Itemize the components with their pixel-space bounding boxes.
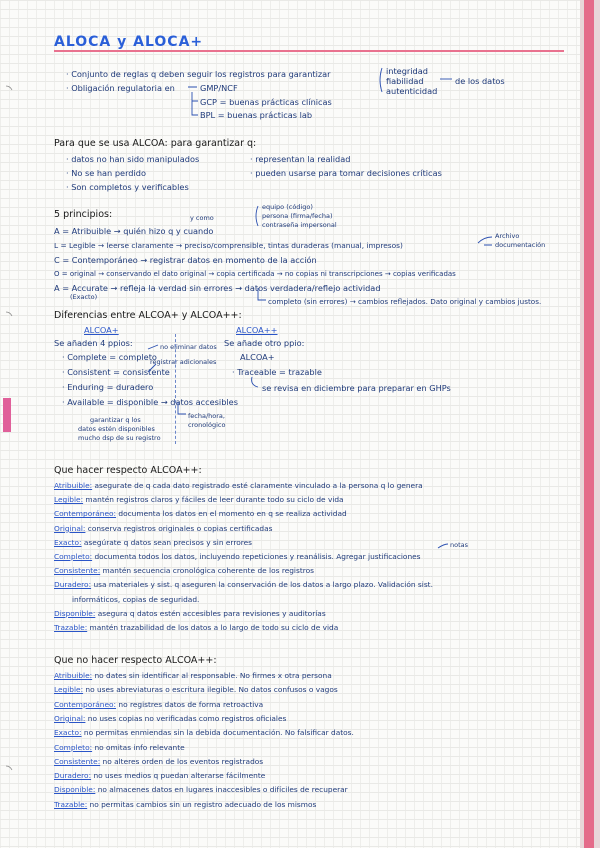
principles-heading: 5 principios: — [54, 209, 113, 220]
do-item-key: Disponible: — [54, 608, 96, 618]
principle-a: A = Atribuible → quién hizo q y cuando — [54, 226, 214, 236]
why-item-2: · representan la realidad — [250, 154, 351, 164]
justificaciones-arrow — [438, 544, 448, 548]
dont-item-value: no uses medios q puedan alterarse fácilmente — [93, 771, 266, 781]
do-item-value: documenta todos los datos, incluyendo repeticiones y reanálisis. Agregar justificaciones — [94, 552, 421, 561]
dont-item-value: no registres datos de forma retroactiva — [118, 699, 264, 709]
principle-completo-note: completo (sin errores) → cambios reflejados. Dato original y cambios justos. — [268, 297, 542, 306]
note-archivo: Archivo — [495, 232, 520, 240]
do-item-key: Consistente: — [54, 566, 101, 576]
alcoa-pp-item-2: · Traceable = trazable — [232, 367, 322, 377]
do-item-value: conserva registros originales o copias certificadas — [87, 523, 273, 533]
bottom-note-2: datos estén disponibles — [78, 425, 155, 433]
alcoa-plus-item-1: · Complete = completo — [62, 352, 157, 362]
alcoa-plus-intro: Se añaden 4 ppios: — [54, 338, 133, 348]
dont-item-key: Trazable: — [54, 799, 88, 809]
bottom-note-1: garantizar q los — [90, 416, 141, 424]
do-note: notas — [450, 541, 469, 549]
intro-gmp: GMP/NCF — [200, 83, 238, 93]
do-item-value: documenta los datos en el momento en q se realiza actividad — [118, 509, 347, 519]
intro-line-1: · Conjunto de reglas q deben seguir los registros para garantizar — [66, 69, 331, 79]
dont-item-value: no uses copias no verificadas como registros oficiales — [87, 713, 287, 723]
dont-item-key: Consistente: — [54, 756, 101, 766]
why-item-4: · pueden usarse para tomar decisiones críticas — [250, 168, 442, 178]
alcoa-pp-note: se revisa en diciembre para preparar en GHPs — [262, 383, 451, 393]
note-registrar: registrar adicionales — [150, 358, 217, 366]
do-item-value: informáticos, copias de seguridad. — [72, 594, 200, 604]
alcoa-pp-item-1: ALCOA+ — [240, 352, 275, 362]
note-documentacion: documentación — [495, 241, 546, 249]
do-item-value: mantén trazabilidad de los datos a lo largo de todo su ciclo de vida — [89, 623, 339, 632]
principle-o: O = original → conservando el dato original → copia certificada → no copias ni transcripciones → copias verificadas — [54, 270, 456, 278]
do-item-key: Atribuible: — [54, 481, 93, 490]
dont-item-value: no dates sin identificar al responsable. No firmes x otra persona — [94, 671, 332, 680]
guarantee-1: integridad — [386, 66, 428, 76]
alcoa-plus-item-4: · Available = disponible → datos accesibles — [62, 397, 238, 407]
do-item-value: usa materiales y sist. q aseguren la conservación de los datos a largo plazo. Validación sist. — [93, 580, 433, 590]
do-item-value: mantén registros claros y fáciles de leer durante todo su ciclo de vida — [85, 495, 344, 505]
alcoa-plus-title: ALCOA+ — [84, 325, 119, 335]
dont-item-key: Atribuible: — [54, 671, 93, 680]
trazable-arrow — [252, 377, 258, 387]
do-item-value: asegurate de q cada dato registrado esté claramente vinculado a la persona q lo genera — [94, 481, 423, 490]
principle-c: C = Contemporáneo → registrar datos en momento de la acción — [54, 255, 317, 265]
why-item-1: · datos no han sido manipulados — [66, 154, 200, 164]
principle-exacto: (Exacto) — [70, 293, 98, 301]
guarantees-tail: de los datos — [455, 76, 505, 86]
gmp-tree — [188, 87, 198, 115]
do-item-key: Contemporáneo: — [54, 509, 117, 519]
binder-mark-1 — [6, 86, 12, 90]
why-item-5: · Son completos y verificables — [66, 182, 189, 192]
alcoa-pp-title: ALCOA++ — [236, 325, 278, 335]
dont-item-key: Original: — [54, 713, 86, 723]
differences-heading: Diferencias entre ALCOA+ y ALCOA++: — [54, 310, 242, 321]
alcoa-pp-intro: Se añade otro ppio: — [224, 338, 305, 348]
fecha-arrow — [178, 402, 186, 414]
do-heading: Que hacer respecto ALCOA++: — [54, 465, 202, 476]
guarantee-2: fiabilidad — [386, 76, 424, 86]
do-item-key: Original: — [54, 523, 86, 533]
do-item-value: asegúrate q datos sean precisos y sin errores — [83, 537, 252, 547]
binder-mark-2 — [6, 312, 12, 316]
legible-arrows — [478, 237, 492, 245]
do-item-value: mantén secuencia cronológica coherente de los registros — [102, 566, 314, 576]
why-heading: Para que se usa ALCOA: para garantizar q: — [54, 138, 257, 149]
bottom-note-3: mucho dsp de su registro — [78, 434, 161, 442]
guarantee-brace — [380, 68, 382, 92]
note-y-como: y como — [190, 214, 214, 222]
principle-a2: A = Accurate → refleja la verdad sin errores → datos verdadera/reflejo actividad — [54, 283, 381, 293]
alcoa-plus-item-3: · Enduring = duradero — [62, 382, 154, 392]
dont-item-value: no uses abreviaturas o escritura ilegible. No datos confusos o vagos — [85, 685, 338, 695]
dont-item-value: no omitas info relevante — [94, 742, 185, 752]
do-item-key: Trazable: — [54, 623, 88, 632]
dont-heading: Que no hacer respecto ALCOA++: — [54, 655, 217, 666]
guarantee-3: autenticidad — [386, 86, 438, 96]
intro-line-2: · Obligación regulatoria en — [66, 83, 175, 93]
do-item-key: Duradero: — [54, 580, 92, 590]
dont-item-key: Contemporáneo: — [54, 699, 117, 709]
do-item-key: Completo: — [54, 552, 93, 561]
alcoa-plus-item-2: · Consistent = consistente — [62, 367, 170, 377]
plus-arrows — [148, 345, 158, 372]
dont-item-key: Exacto: — [54, 728, 82, 738]
dont-item-key: Duradero: — [54, 771, 92, 781]
intro-bpl: BPL = buenas prácticas lab — [200, 110, 313, 120]
do-item-key: Legible: — [54, 495, 84, 505]
dont-item-value: no alteres orden de los eventos registrados — [102, 756, 264, 766]
fecha-note-2: cronológico — [188, 421, 226, 429]
dont-item-key: Completo: — [54, 742, 93, 752]
note-no-eliminar: no eliminar datos — [160, 343, 217, 351]
principle-l: L = Legible → leerse claramente → preciso/comprensible, tintas duraderas (manual, impresos) — [54, 241, 403, 250]
dont-item-value: no permitas cambios sin un registro adecuado de los mismos — [89, 799, 317, 809]
dont-item-key: Disponible: — [54, 785, 96, 795]
do-item-value: asegura q datos estén accesibles para revisiones y auditorías — [97, 608, 326, 618]
note-contrasena: contraseña impersonal — [262, 221, 337, 229]
why-item-3: · No se han perdido — [66, 168, 146, 178]
accurate-branch — [258, 288, 266, 300]
dont-item-value: no almacenes datos en lugares inaccesibles o difíciles de recuperar — [97, 785, 348, 795]
intro-gcp: GCP = buenas prácticas clínicas — [200, 97, 332, 107]
fecha-note-1: fecha/hora, — [188, 412, 225, 420]
atribuible-brace — [256, 206, 258, 226]
page-title: ALOCA y ALOCA+ — [54, 34, 204, 50]
do-item-key: Exacto: — [54, 537, 82, 547]
note-equipo: equipo (código) — [262, 203, 313, 211]
binder-mark-3 — [6, 766, 12, 770]
dont-item-key: Legible: — [54, 685, 84, 695]
note-persona: persona (firma/fecha) — [262, 212, 333, 220]
dont-item-value: no permitas enmiendas sin la debida documentación. No falsificar datos. — [83, 728, 354, 738]
